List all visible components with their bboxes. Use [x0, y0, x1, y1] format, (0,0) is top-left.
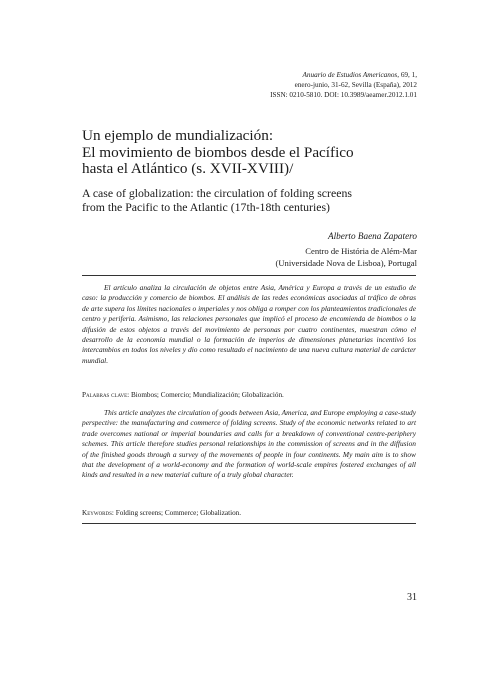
keywords-es-value: Biombos; Comercio; Mundialización; Globalización.	[130, 391, 284, 399]
abstract-spanish	[82, 283, 416, 366]
author-affiliation-1: Centro de História de Além-Mar	[305, 246, 417, 256]
abstract-es-text: El artículo analiza la circulación de objetos entre Asia, América y Europa a través de un estudio de caso: la producción y comercio de biombos. El análisis de las redes económicas asociadas al tráfico de obras de arte supera los límites nacionales o imperiales y nos obliga a romper con los planteamientos tradicionales de centro y periferia. Asimismo, las relaciones personales que implicó el proceso de encomienda de biombos o la difusión de estos objetos a través del movimiento de personas por cuatro continentes, muestran cómo el desarrollo de la economía mundial o la formación de imperios de dimensiones planetarias incentivó los intercambios en todos los niveles y dio como resultado el nacimiento de una nueva cultura material de carácter mundial.	[82, 283, 416, 365]
title-es-line2: El movimiento de biombos desde el Pacífico	[82, 143, 354, 161]
keywords-en-label: Keywords:	[82, 509, 114, 517]
abstract-english	[82, 408, 416, 481]
author-affiliation-2: (Universidade Nova de Lisboa), Portugal	[275, 258, 417, 268]
journal-volume: , 69, 1,	[397, 71, 417, 79]
title-en-line2: from the Pacific to the Atlantic (17th-18th centuries)	[82, 200, 330, 214]
keywords-english	[82, 508, 416, 518]
journal-name: Anuario de Estudios Americanos	[302, 71, 398, 79]
journal-issn-line: ISSN: 0210-5810. DOI: 10.3989/aeamer.2012.1.01	[270, 91, 417, 99]
journal-citation	[270, 70, 417, 100]
title-es-line3: hasta el Atlántico (s. XVII-XVIII)/	[82, 160, 294, 177]
journal-issue-line: enero-junio, 31-62, Sevilla (España), 2012	[294, 81, 417, 89]
author-name: Alberto Baena Zapatero	[328, 231, 417, 241]
title-es-line1: Un ejemplo de mundialización:	[82, 127, 274, 144]
page-number: 31	[407, 592, 417, 603]
keywords-spanish	[82, 390, 416, 400]
abstract-en-text: This article analyzes the circulation of goods between Asia, America, and Europe employing a case-study perspective: the manufacturing and commerce of folding screens. Study of the economic networks related to art trade overcomes national or imperial boundaries and calls for a breakdown of conventional centre-periphery schemes. This article therefore studies personal relationships in the commission of screens and in the diffusion of the finished goods through a survey of the movements of people in four continents. My main aim is to show that the development of a world-economy and the formation of world-scale empires fostered exchanges of all kinds and resulted in a new material culture of a truly global character.	[82, 408, 417, 480]
title-english	[82, 186, 422, 214]
keywords-es-label: Palabras clave:	[82, 391, 130, 399]
author-block	[275, 230, 417, 269]
top-divider	[82, 275, 416, 276]
bottom-divider	[82, 523, 416, 524]
keywords-en-value: Folding screens; Commerce; Globalization.	[115, 509, 242, 517]
title-spanish	[82, 128, 422, 178]
title-en-line1: A case of globalization: the circulation of folding screens	[82, 186, 352, 200]
